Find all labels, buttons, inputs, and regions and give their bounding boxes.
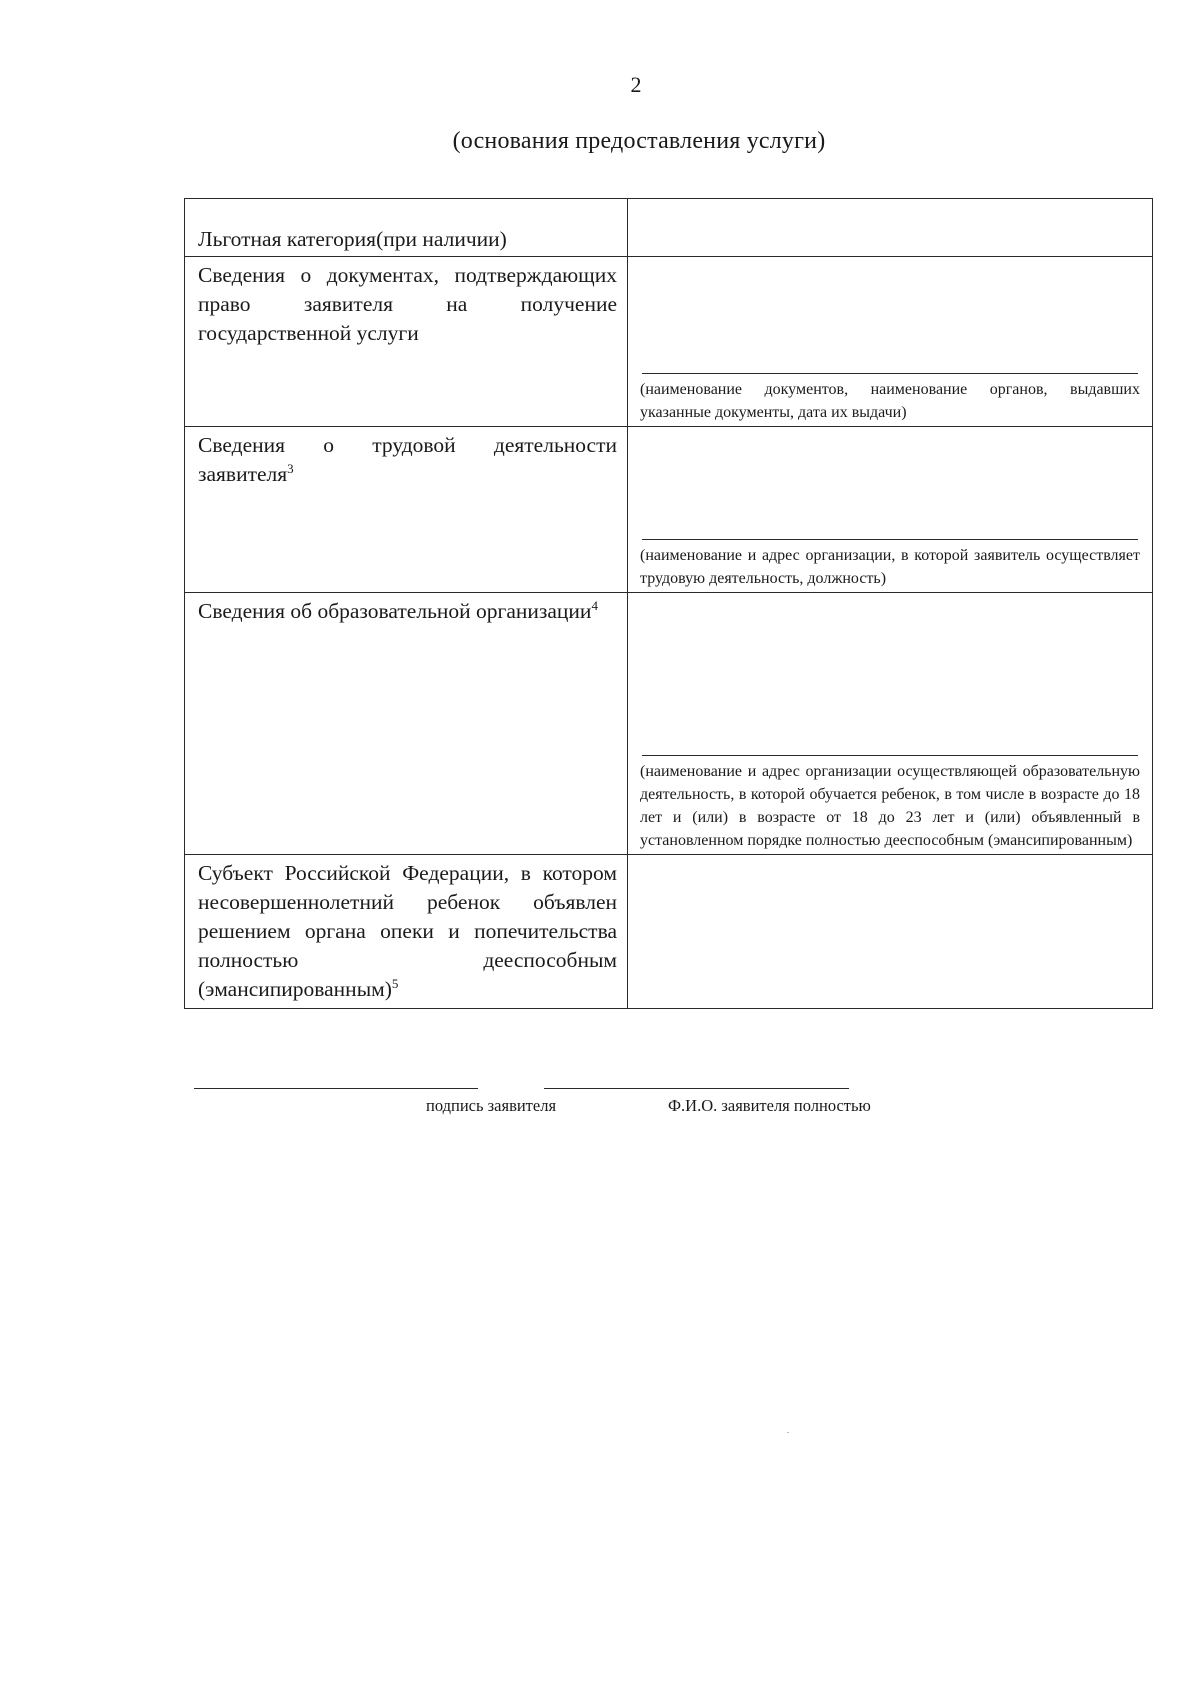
employment-fill-line xyxy=(642,539,1138,540)
documents-field[interactable] xyxy=(628,257,1153,427)
footnote-ref-4: 4 xyxy=(591,597,598,613)
benefit-category-label xyxy=(185,199,628,257)
table-row-employment xyxy=(185,427,1153,593)
scan-speck xyxy=(787,1432,789,1433)
benefit-category-field[interactable] xyxy=(628,199,1153,257)
benefit-category-label-text: Льготная категория(при наличии) xyxy=(198,227,507,251)
employment-label xyxy=(185,427,628,593)
documents-label-text: Сведения о документах, подтверждающих право заявителя на получение государственной услуги xyxy=(198,263,617,345)
benefit-basis-table xyxy=(184,198,1153,1009)
full-name-line[interactable] xyxy=(544,1088,849,1089)
education-hint xyxy=(640,755,1140,852)
page-subtitle: (основания предоставления услуги) xyxy=(452,128,826,154)
signature-line[interactable] xyxy=(194,1088,478,1089)
page-number: 2 xyxy=(630,72,642,97)
table-row-benefit-category xyxy=(185,199,1153,257)
education-label xyxy=(185,593,628,855)
education-field[interactable] xyxy=(628,593,1153,855)
education-label-text: Сведения об образовательной организации xyxy=(198,599,592,623)
documents-hint xyxy=(640,373,1140,424)
signature-caption: подпись заявителя xyxy=(426,1096,557,1115)
employment-hint-text: (наименование и адрес организации, в которой заявитель осуществляет трудовую деятельность, должность) xyxy=(640,547,1140,587)
signature-block xyxy=(0,1088,1200,1128)
education-fill-line xyxy=(642,755,1138,756)
education-hint-text: (наименование и адрес организации осуществляющей образовательную деятельность, в которой обучается ребенок, в том числе в возрасте до 18 лет и (или) в возрасте от 18 до 23 лет и (или) объявленный в установленном порядке полностью дееспособным (эмансипированным) xyxy=(640,763,1140,849)
employment-label-text: Сведения о трудовой деятельности заявителя xyxy=(198,433,617,486)
documents-hint-text: (наименование документов, наименование органов, выдавших указанные документы, дата их выдачи) xyxy=(640,381,1140,421)
documents-fill-line xyxy=(642,373,1138,374)
emancipation-region-label-text: Субъект Российской Федерации, в котором несовершеннолетний ребенок объявлен решением органа опеки и попечительства полностью дееспособным (эмансипированным) xyxy=(198,861,617,1001)
emancipation-region-field[interactable] xyxy=(628,855,1153,1009)
table-row-education xyxy=(185,593,1153,855)
footnote-ref-3: 3 xyxy=(287,460,294,476)
footnote-ref-5: 5 xyxy=(391,975,399,991)
employment-hint xyxy=(640,539,1140,590)
emancipation-region-label xyxy=(185,855,628,1009)
table-row-documents xyxy=(185,257,1153,427)
full-name-caption: Ф.И.О. заявителя полностью xyxy=(668,1096,871,1115)
employment-field[interactable] xyxy=(628,427,1153,593)
documents-label xyxy=(185,257,628,427)
table-row-emancipation-region xyxy=(185,855,1153,1009)
